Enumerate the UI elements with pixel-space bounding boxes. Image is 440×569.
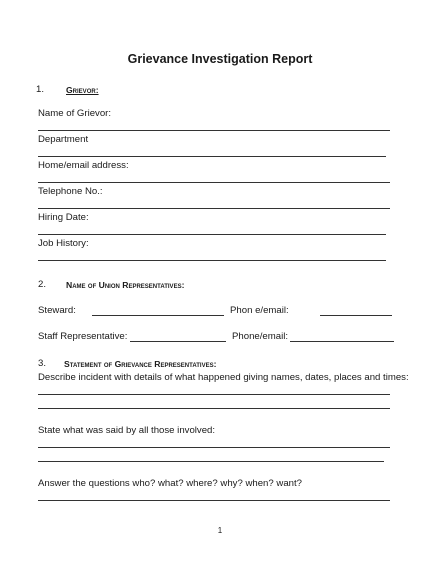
- describe-incident-prompt: Describe incident with details of what happened giving names, dates, places and times:: [38, 372, 409, 383]
- telephone-number-label: Telephone No.:: [38, 186, 103, 197]
- telephone-number-line[interactable]: [38, 208, 390, 209]
- steward-label: Steward:: [38, 305, 76, 316]
- incident-line-2[interactable]: [38, 408, 390, 409]
- section-2-heading: Name of Union Representatives:: [66, 280, 185, 290]
- page-title: Grievance Investigation Report: [127, 52, 313, 66]
- answer-line-1[interactable]: [38, 500, 390, 501]
- said-line-1[interactable]: [38, 447, 390, 448]
- staff-representative-line[interactable]: [130, 341, 226, 342]
- section-3-number: 3.: [38, 358, 47, 369]
- answer-questions-prompt: Answer the questions who? what? where? why? when? want?: [38, 478, 302, 489]
- section-1-heading: Grievor:: [66, 85, 99, 95]
- said-line-2[interactable]: [38, 461, 384, 462]
- job-history-line[interactable]: [38, 260, 386, 261]
- page-number: 1: [217, 526, 223, 535]
- name-of-grievor-label: Name of Grievor:: [38, 108, 112, 119]
- section-2-number: 2.: [38, 279, 47, 290]
- hiring-date-line[interactable]: [38, 234, 386, 235]
- staff-phone-email-line[interactable]: [290, 341, 394, 342]
- department-line[interactable]: [38, 156, 386, 157]
- what-was-said-prompt: State what was said by all those involved:: [38, 425, 216, 436]
- name-of-grievor-line[interactable]: [38, 130, 390, 131]
- phone-email-label: Phone/email:: [232, 331, 288, 342]
- hiring-date-label: Hiring Date:: [38, 212, 89, 223]
- home-email-address-line[interactable]: [38, 182, 390, 183]
- steward-phone-email-line[interactable]: [320, 315, 392, 316]
- phon-email-label: Phon e/email:: [230, 305, 289, 316]
- job-history-label: Job History:: [38, 238, 89, 249]
- department-label: Department: [38, 134, 89, 145]
- section-1-number: 1.: [36, 84, 45, 95]
- staff-representative-label: Staff Representative:: [38, 331, 128, 342]
- incident-line-1[interactable]: [38, 394, 390, 395]
- section-3-heading: Statement of Grievance Representatives:: [64, 359, 217, 369]
- steward-line[interactable]: [92, 315, 224, 316]
- home-email-address-label: Home/email address:: [38, 160, 129, 171]
